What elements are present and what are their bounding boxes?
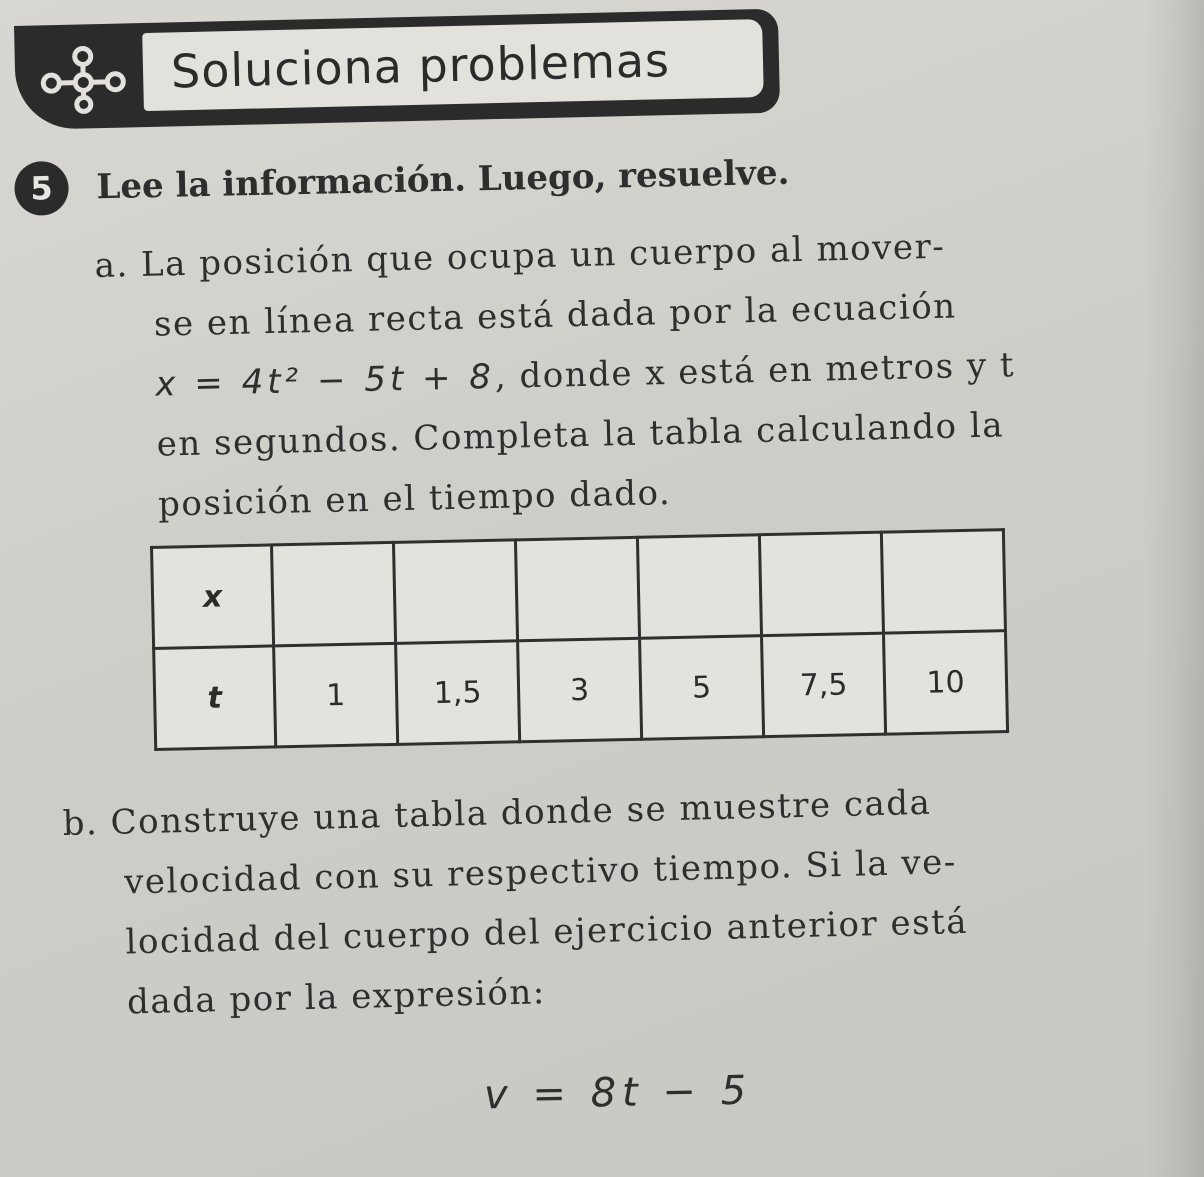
- part-b-line-4: dada por la expresión:: [126, 972, 547, 1023]
- x-value-cell[interactable]: [515, 537, 639, 641]
- x-value-cell[interactable]: [272, 542, 396, 646]
- x-value-cell[interactable]: [393, 540, 517, 644]
- part-b-paragraph: [62, 767, 1188, 1034]
- table-row-t: [154, 631, 1008, 750]
- part-b-label: b.: [62, 803, 99, 844]
- x-value-cell[interactable]: [881, 530, 1005, 634]
- t-value-cell: 1: [274, 643, 398, 747]
- part-a-line-4: en segundos. Completa la tabla calculando la: [156, 405, 1005, 465]
- t-value-cell: 10: [883, 631, 1007, 735]
- part-a-text-3: , donde x está en metros y t: [494, 345, 1016, 397]
- part-a-line-2: se en línea recta está dada por la ecuación: [153, 286, 958, 345]
- exercise-number-badge: 5: [14, 161, 69, 216]
- part-a-line-5: posición en el tiempo dado.: [157, 472, 672, 525]
- part-a-text-1: La posición que ocupa un cuerpo al mover-: [140, 226, 946, 285]
- t-header-cell: t: [154, 646, 276, 749]
- table-row-x: [152, 530, 1006, 649]
- t-value-cell: 3: [518, 638, 642, 742]
- position-time-table: [150, 528, 1009, 751]
- section-banner: [14, 9, 780, 130]
- exercise-instruction: Lee la información. Luego, resuelve.: [96, 152, 790, 208]
- t-value-cell: 5: [640, 636, 764, 740]
- part-b-text-1: Construye una tabla donde se muestre cada: [110, 782, 932, 843]
- part-b-line-3: locidad del cuerpo del ejercicio anterior está: [125, 901, 969, 963]
- x-header-cell: x: [152, 545, 274, 648]
- network-nodes-icon: [34, 41, 132, 115]
- t-value-cell: 7,5: [762, 633, 886, 737]
- banner-title: Soluciona problemas: [170, 33, 671, 99]
- part-b-line-2: velocidad con su respectivo tiempo. Si la ve-: [123, 842, 958, 903]
- x-value-cell[interactable]: [637, 535, 761, 639]
- banner-title-box: [142, 19, 764, 111]
- part-a-label: a.: [94, 245, 130, 286]
- position-equation: x = 4t² − 5t + 8: [154, 356, 496, 405]
- velocity-formula: v = 8t − 5: [483, 1067, 753, 1119]
- exercise-heading: [14, 146, 790, 216]
- x-value-cell[interactable]: [759, 532, 883, 636]
- t-value-cell: 1,5: [396, 641, 520, 745]
- part-a-paragraph: [94, 212, 1151, 536]
